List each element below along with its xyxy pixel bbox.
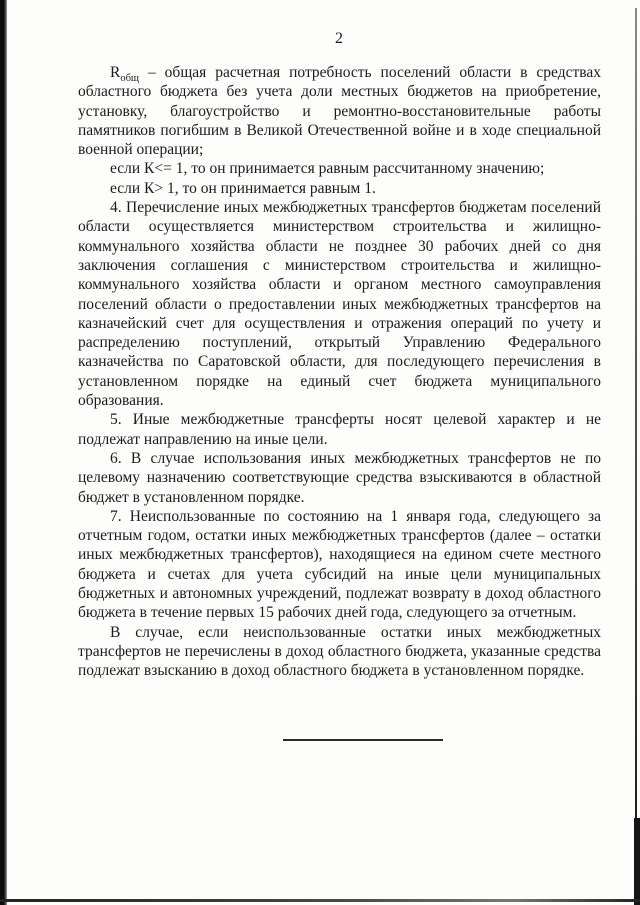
left-scan-artifact-bar — [0, 0, 7, 905]
section-separator-line — [283, 739, 443, 741]
document-body — [78, 63, 601, 741]
right-scan-artifact-line — [635, 8, 637, 905]
paragraph-item-5: 5. Иные межбюджетные трансферты носят целевой характер и не подлежат направлению на иные цели. — [78, 411, 601, 448]
paragraph-condition-k-gt-1: если К> 1, то он принимается равным 1. — [110, 179, 376, 197]
page-number: 2 — [335, 30, 343, 47]
formula-symbol-subscript: общ — [120, 73, 140, 85]
paragraph-item-6: 6. В случае использования иных межбюджетных трансфертов не по целевому назначению соответствующие средства взыскиваются в областной бюджет в установленном порядке. — [78, 449, 601, 506]
paragraph-formula-definition — [78, 63, 601, 159]
paragraph-item-4: 4. Перечисление иных межбюджетных трансфертов бюджетам поселений области осуществляется министерством строительства и жилищно-коммунального хозяйства области не позднее 30 рабочих дней со дня заключения соглашения с министерством строительства и жилищно-коммунального хозяйства области и органом местного самоуправления поселений области о предоставлении иных межбюджетных трансфертов на казначейский счет для осуществления и отражения операций по учету и распределению поступлений, открытый Управлению Федерального казначейства по Саратовской области, для последующего перечисления в установленном порядке на единый счет бюджета муниципального образования. — [78, 199, 601, 410]
formula-symbol-base: R — [110, 64, 121, 81]
paragraph-condition-k-le-1: если К<= 1, то он принимается равным рассчитанному значению; — [110, 160, 545, 178]
paragraph-unused-remainders: В случае, если неиспользованные остатки иных межбюджетных трансфертов не перечислены в доход областного бюджета, указанные средства подлежат взысканию в доход областного бюджета в установленном порядке. — [78, 623, 601, 680]
paragraph-item-7: 7. Неиспользованные по состоянию на 1 января года, следующего за отчетным годом, остатки иных межбюджетных трансфертов (далее – остатки иных межбюджетных трансфертов), находящиеся на едином счете местного бюджета и счетах для учета субсидий на иные цели муниципальных бюджетных и автономных учреждений, подлежат возврату в доход областного бюджета в течение первых 15 рабочих дней года, следующего за отчетным. — [78, 507, 601, 622]
bottom-right-scan-artifact — [634, 818, 640, 905]
bottom-scan-artifact-line — [0, 899, 640, 902]
formula-definition-text: – общая расчетная потребность поселений области в средствах областного бюджета без учета доли местных бюджетов на приобретение, установку, благоустройство и ремонтно-восстановительные работы памятников погибшим в Великой Отечественной войне и в ходе специальной военной операции; — [78, 64, 601, 159]
